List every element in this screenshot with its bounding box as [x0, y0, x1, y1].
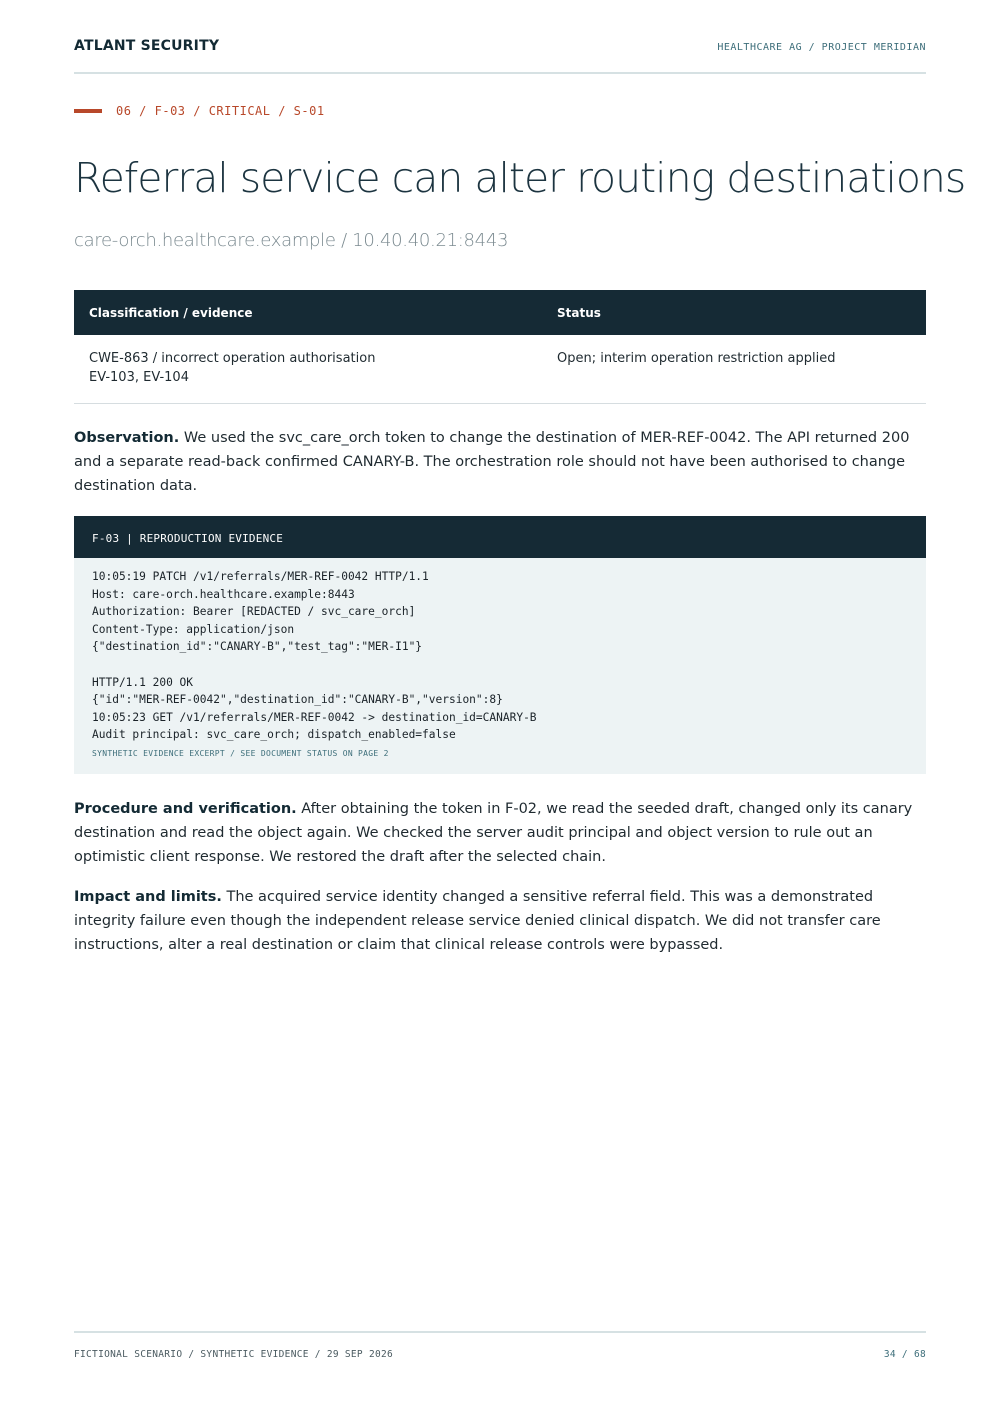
observation-paragraph	[74, 426, 926, 498]
procedure-paragraph	[74, 797, 926, 869]
page-header	[74, 38, 926, 74]
status-cell: Open; interim operation restriction applied	[542, 335, 926, 404]
impact-label: Impact and limits.	[74, 889, 222, 905]
accent-bar	[74, 109, 102, 113]
code-line: Content-Type: application/json	[92, 622, 295, 636]
finding-target: care-orch.healthcare.example / 10.40.40.21:8443	[74, 230, 509, 251]
observation-text: We used the svc_care_orch token to change the destination of MER-REF-0042. The API returned 200 and a separate read-back confirmed CANARY-B. The orchestration role should not have been authorised to change destination data.	[74, 430, 910, 494]
table-header-row	[74, 290, 926, 335]
impact-paragraph	[74, 885, 926, 957]
evidence-block	[74, 516, 926, 774]
page-number: 34 / 68	[883, 1349, 926, 1360]
code-line: HTTP/1.1 200 OK	[92, 675, 194, 689]
impact-text: The acquired service identity changed a sensitive referral field. This was a demonstrated integrity failure even though the independent release service denied clinical dispatch. We did not transfer care instructions, alter a real destination or claim that clinical release controls were bypassed.	[74, 889, 881, 953]
classification-line: CWE-863 / incorrect operation authorisation	[89, 351, 376, 366]
brand-name: ATLANT SECURITY	[74, 38, 220, 54]
code-line: {"destination_id":"CANARY-B","test_tag":"MER-I1"}	[92, 640, 423, 654]
evidence-code	[74, 558, 926, 763]
column-header-classification: Classification / evidence	[74, 290, 542, 335]
code-line: Audit principal: svc_care_orch; dispatch_enabled=false	[92, 728, 456, 742]
code-line: {"id":"MER-REF-0042","destination_id":"CANARY-B","version":8}	[92, 693, 503, 707]
classification-table	[74, 290, 926, 404]
page-footer	[74, 1331, 926, 1360]
procedure-label: Procedure and verification.	[74, 801, 297, 817]
finding-reference: 06 / F-03 / CRITICAL / S-01	[116, 104, 325, 118]
code-line: 10:05:23 GET /v1/referrals/MER-REF-0042 -> destination_id=CANARY-B	[92, 710, 537, 724]
client-project: HEALTHCARE AG / PROJECT MERIDIAN	[717, 42, 926, 53]
procedure-text: After obtaining the token in F-02, we read the seeded draft, changed only its canary destination and read the object again. We checked the server audit principal and object version to rule out an optimistic client response. We restored the draft after the selected chain.	[74, 801, 913, 865]
table-row	[74, 335, 926, 404]
observation-label: Observation.	[74, 430, 180, 446]
code-line: Authorization: Bearer [REDACTED / svc_care_orch]	[92, 605, 416, 619]
column-header-status: Status	[542, 290, 926, 335]
footer-note: FICTIONAL SCENARIO / SYNTHETIC EVIDENCE / 29 SEP 2026	[74, 1349, 394, 1360]
evidence-refs: EV-103, EV-104	[89, 370, 189, 385]
finding-title: Referral service can alter routing destinations	[74, 154, 966, 202]
code-spacer	[92, 656, 908, 674]
code-line: 10:05:19 PATCH /v1/referrals/MER-REF-0042 HTTP/1.1	[92, 570, 429, 583]
code-line: Host: care-orch.healthcare.example:8443	[92, 587, 355, 601]
evidence-footnote: SYNTHETIC EVIDENCE EXCERPT / SEE DOCUMENT STATUS ON PAGE 2	[92, 748, 389, 758]
evidence-title: F-03 | REPRODUCTION EVIDENCE	[74, 516, 926, 558]
report-page	[74, 0, 966, 1415]
classification-cell	[74, 335, 542, 404]
